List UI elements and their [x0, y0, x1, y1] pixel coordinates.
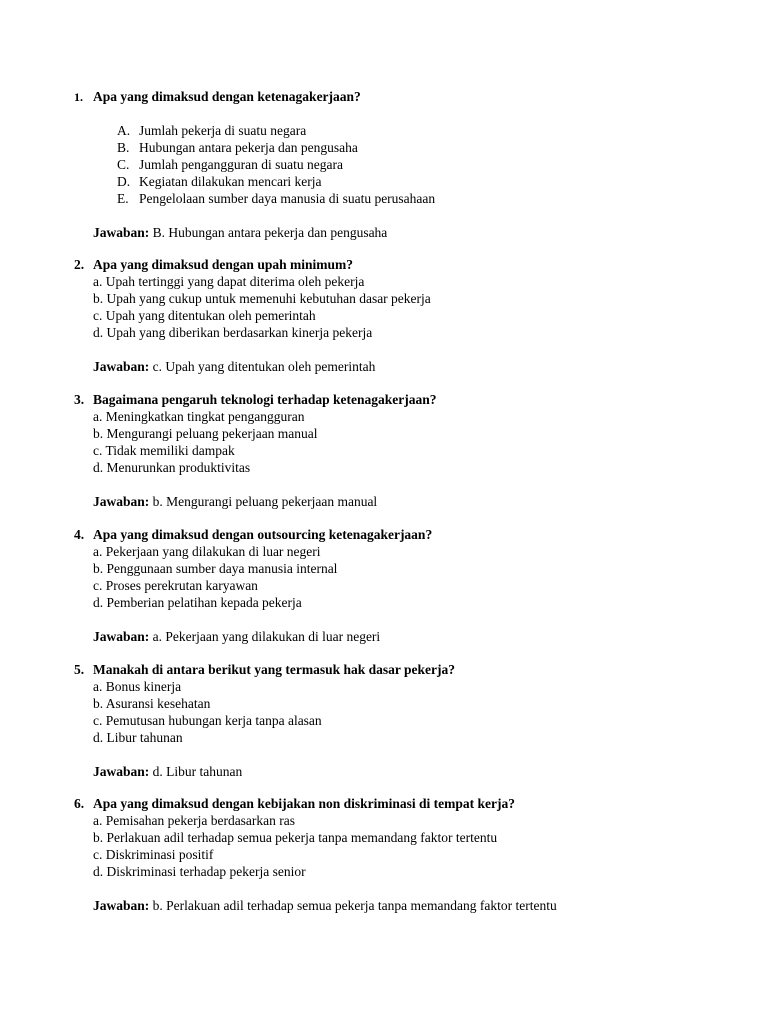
- question-5-heading: [74, 661, 734, 678]
- question-1-options: [74, 122, 734, 207]
- question-1-option-c: C. Jumlah pengangguran di suatu negara: [117, 157, 343, 172]
- answer-text: c. Upah yang ditentukan oleh pemerintah: [152, 359, 376, 374]
- answer-text: B. Hubungan antara pekerja dan pengusaha: [152, 225, 388, 240]
- question-3-answer: [74, 493, 734, 510]
- question-4-heading: [74, 526, 734, 543]
- question-6-text: Apa yang dimaksud dengan kebijakan non diskriminasi di tempat kerja?: [93, 796, 515, 811]
- answer-text: a. Pekerjaan yang dilakukan di luar negeri: [152, 629, 381, 644]
- question-5-text: Manakah di antara berikut yang termasuk hak dasar pekerja?: [93, 662, 456, 677]
- question-1-option-b: B. Hubungan antara pekerja dan pengusaha: [117, 140, 358, 155]
- question-4: [74, 526, 734, 645]
- question-2-text: Apa yang dimaksud dengan upah minimum?: [93, 257, 353, 272]
- question-4-answer: [74, 628, 734, 645]
- question-5-number: 5.: [74, 662, 85, 677]
- question-5-option-a: a. Bonus kinerja: [93, 679, 182, 694]
- question-5-answer: [74, 763, 734, 780]
- question-2-answer: [74, 358, 734, 375]
- question-4-option-d: d. Pemberian pelatihan kepada pekerja: [93, 595, 302, 610]
- question-6: [74, 795, 734, 914]
- question-5-option-c: c. Pemutusan hubungan kerja tanpa alasan: [93, 713, 322, 728]
- answer-label: Jawaban:: [93, 494, 150, 509]
- answer-label: Jawaban:: [93, 225, 150, 240]
- question-6-option-b: b. Perlakuan adil terhadap semua pekerja tanpa memandang faktor tertentu: [93, 830, 498, 845]
- question-3-heading: [74, 391, 734, 408]
- answer-label: Jawaban:: [93, 764, 150, 779]
- question-1: [74, 88, 734, 241]
- answer-text: b. Mengurangi peluang pekerjaan manual: [152, 494, 378, 509]
- question-1-number: 1.: [74, 90, 83, 104]
- question-1-text: Apa yang dimaksud dengan ketenagakerjaan?: [93, 89, 361, 104]
- question-3-option-a: a. Meningkatkan tingkat pengangguran: [93, 409, 305, 424]
- question-5: [74, 661, 734, 780]
- answer-label: Jawaban:: [93, 359, 150, 374]
- question-3-option-b: b. Mengurangi peluang pekerjaan manual: [93, 426, 318, 441]
- question-6-number: 6.: [74, 796, 85, 811]
- question-4-option-c: c. Proses perekrutan karyawan: [93, 578, 258, 593]
- question-2-option-d: d. Upah yang diberikan berdasarkan kinerja pekerja: [93, 325, 373, 340]
- question-3-option-c: c. Tidak memiliki dampak: [93, 443, 235, 458]
- question-6-heading: [74, 795, 734, 812]
- question-1-answer: [74, 224, 734, 241]
- question-3-number: 3.: [74, 392, 85, 407]
- answer-text: b. Perlakuan adil terhadap semua pekerja tanpa memandang faktor tertentu: [152, 898, 557, 913]
- question-2-option-a: a. Upah tertinggi yang dapat diterima oleh pekerja: [93, 274, 365, 289]
- question-1-option-e: E. Pengelolaan sumber daya manusia di suatu perusahaan: [117, 191, 436, 206]
- question-6-option-a: a. Pemisahan pekerja berdasarkan ras: [93, 813, 296, 828]
- question-6-answer: [74, 897, 734, 914]
- question-3: [74, 391, 734, 510]
- question-5-option-b: b. Asuransi kesehatan: [93, 696, 211, 711]
- question-1-option-a: A. Jumlah pekerja di suatu negara: [117, 123, 307, 138]
- question-2-heading: [74, 256, 734, 273]
- question-1-option-d: D. Kegiatan dilakukan mencari kerja: [117, 174, 322, 189]
- question-2: [74, 256, 734, 375]
- question-6-option-c: c. Diskriminasi positif: [93, 847, 214, 862]
- question-4-option-b: b. Penggunaan sumber daya manusia internal: [93, 561, 338, 576]
- answer-label: Jawaban:: [93, 629, 150, 644]
- question-4-option-a: a. Pekerjaan yang dilakukan di luar negeri: [93, 544, 321, 559]
- question-2-option-c: c. Upah yang ditentukan oleh pemerintah: [93, 308, 316, 323]
- answer-text: d. Libur tahunan: [152, 764, 243, 779]
- question-4-number: 4.: [74, 527, 85, 542]
- question-3-text: Bagaimana pengaruh teknologi terhadap ketenagakerjaan?: [93, 392, 437, 407]
- question-4-text: Apa yang dimaksud dengan outsourcing ketenagakerjaan?: [93, 527, 433, 542]
- question-5-option-d: d. Libur tahunan: [93, 730, 183, 745]
- answer-label: Jawaban:: [93, 898, 150, 913]
- question-2-number: 2.: [74, 257, 85, 272]
- question-6-option-d: d. Diskriminasi terhadap pekerja senior: [93, 864, 306, 879]
- question-2-option-b: b. Upah yang cukup untuk memenuhi kebutuhan dasar pekerja: [93, 291, 431, 306]
- question-1-heading: [74, 88, 734, 105]
- question-3-option-d: d. Menurunkan produktivitas: [93, 460, 251, 475]
